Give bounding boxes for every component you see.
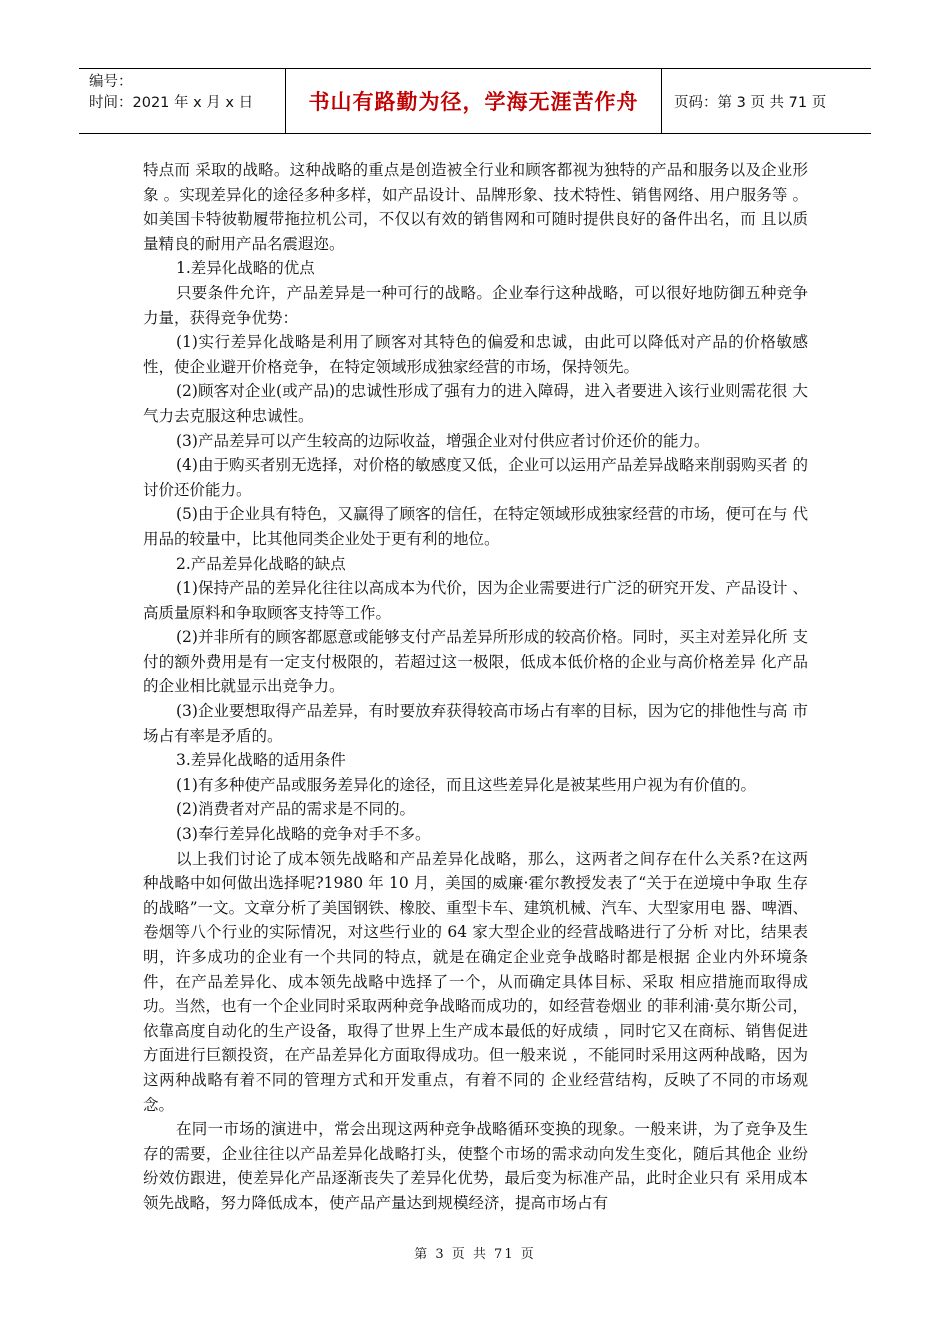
document-time-label: 时间：2021 年 x 月 x 日 [89,95,254,111]
footer-page-number: 第 3 页 共 71 页 [414,1247,536,1262]
page-footer [0,1243,950,1262]
list-item: (3)产品差异可以产生较高的边际收益，增强企业对付供应者讨价还价的能力。 [176,431,710,450]
paragraph: 以上我们讨论了成本领先战略和产品差异化战略，那么，这两者之间存在什么关系?在这两 种战略中如何做出选择呢?1980 年 10 月，美国的威廉·霍尔教授发表了“关于在逆境中争取 生存的战略”一文。文章分析了美国钢铁、橡胶、重型卡车、建筑机械、汽车、大型家用电 器、啤酒、卷烟等八个行业的实际情况，对这些行业的 64 家大型企业的经营战略进行了分析 对比，结果表明，许多成功的企业有一个共同的特点，就是在确定企业竞争战略时都是根据 企业内外环境条件，在产品差异化、成本领先战略中选择了一个，从而确定具体目标、采取 相应措施而取得成功。当然，也有一个企业同时采取两种竞争战略而成功的，如经营卷烟业 的菲利浦·莫尔斯公司，依靠高度自动化的生产设备，取得了世界上生产成本最低的好成绩 ，同时它又在商标、销售促进方面进行巨额投资，在产品差异化方面取得成功。但一般来说 ，不能同时采用这两种战略，因为这两种战略有着不同的管理方式和开发重点，有着不同的 企业经营结构，反映了不同的市场观念。 [143,849,808,1114]
paragraph: 特点而 采取的战略。这种战略的重点是创造被全行业和顾客都视为独特的产品和服务以及企业形象 。实现差异化的途径多种多样，如产品设计、品牌形象、技术特性、销售网络、用户服务等 。如美国卡特彼勒履带拖拉机公司，不仅以有效的销售网和可随时提供良好的备件出名，而 且以质量精良的耐用产品名震遐迩。 [143,161,808,253]
list-item: (2)并非所有的顾客都愿意或能够支付产品差异所形成的较高价格。同时，买主对差异化所 支付的额外费用是有一定支付极限的，若超过这一极限，低成本低价格的企业与高价格差异 化产品的企业相比就显示出竞争力。 [143,628,808,696]
list-item: (5)由于企业具有特色，又赢得了顾客的信任，在特定领域形成独家经营的市场，便可在与 代用品的较量中，比其他同类企业处于更有利的地位。 [143,505,808,548]
header-meta [79,69,286,133]
list-item: (2)顾客对企业(或产品)的忠诚性形成了强有力的进入障碍，进入者要进入该行业则需花很 大气力去克服这种忠诚性。 [143,382,808,425]
section-heading: 3.差异化战略的适用条件 [176,751,346,770]
page-header [79,68,871,134]
list-item: (2)消费者对产品的需求是不同的。 [176,800,415,819]
document-body [143,158,808,1216]
document-number-label: 编号： [89,74,133,90]
paragraph: 只要条件允许，产品差异是一种可行的战略。企业奉行这种战略，可以很好地防御五种竞争 力量，获得竞争优势： [143,283,808,327]
section-heading: 2.产品差异化战略的缺点 [176,554,346,573]
list-item: (1)有多种使产品或服务差异化的途径，而且这些差异化是被某些用户视为有价值的。 [176,775,756,794]
list-item: (4)由于购买者别无选择，对价格的敏感度又低，企业可以运用产品差异战略来削弱购买者 的讨价还价能力。 [143,456,808,499]
list-item: (1)实行差异化战略是利用了顾客对其特色的偏爱和忠诚，由此可以降低对产品的价格敏感 性，使企业避开价格竞争，在特定领域形成独家经营的市场，保持领先。 [143,333,808,376]
header-page-cell [662,69,871,133]
header-page-code: 页码：第 3 页 共 71 页 [674,94,827,111]
paragraph: 在同一市场的演进中，常会出现这两种竞争战略循环变换的现象。一般来讲，为了竞争及生 存的需要，企业往往以产品差异化战略打头，使整个市场的需求动向发生变化，随后其他企 业纷纷效仿跟进，使差异化产品逐渐丧失了差异化优势，最后变为标准产品，此时企业只有 采用成本领先战略，努力降低成本，使产品产量达到规模经济，提高市场占有 [143,1120,808,1212]
header-motto-cell [286,69,662,133]
list-item: (1)保持产品的差异化往往以高成本为代价，因为企业需要进行广泛的研究开发、产品设计 、高质量原料和争取顾客支持等工作。 [143,579,808,622]
section-heading: 1.差异化战略的优点 [176,259,315,278]
header-motto: 书山有路勤为径，学海无涯苦作舟 [308,90,639,114]
list-item: (3)企业要想取得产品差异，有时要放弃获得较高市场占有率的目标，因为它的排他性与高 市场占有率是矛盾的。 [143,702,808,745]
list-item: (3)奉行差异化战略的竞争对手不多。 [176,825,431,844]
